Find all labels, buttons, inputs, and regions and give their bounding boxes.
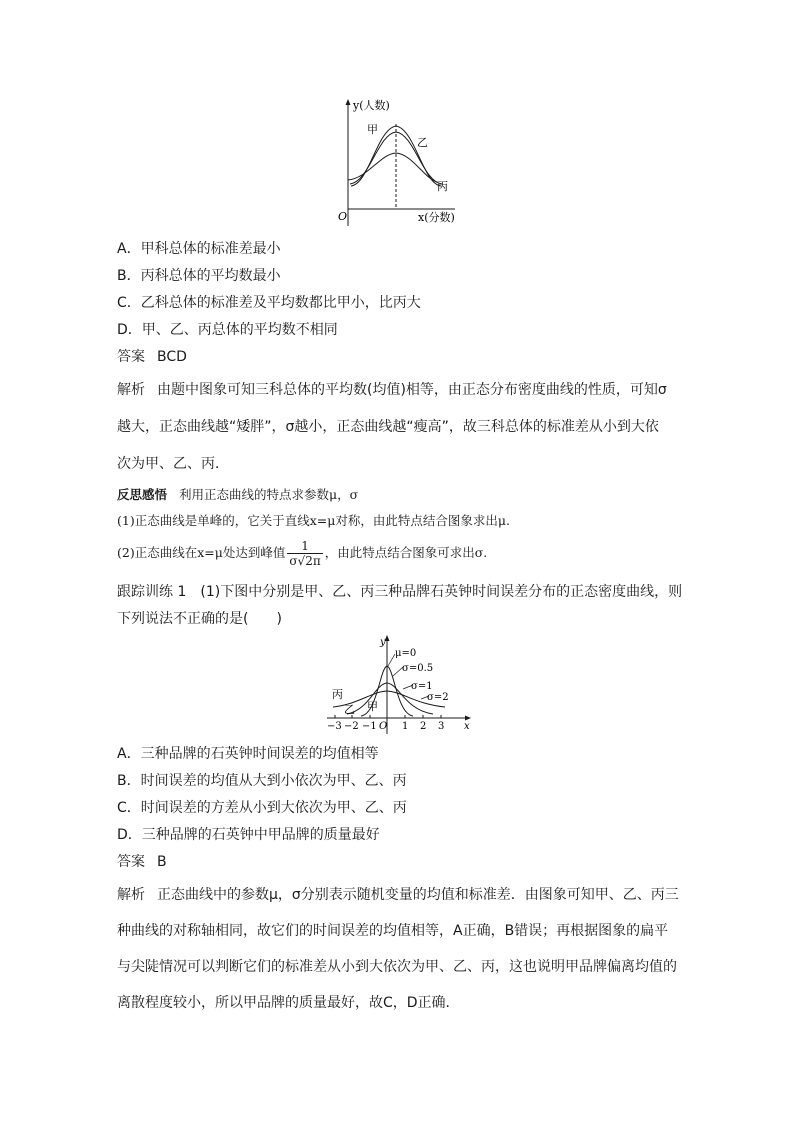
q1-option-a: A．甲科总体的标准差最小 — [117, 241, 281, 257]
reflection-title: 反思感悟 — [117, 487, 168, 502]
tick-neg2: −2 — [344, 721, 359, 732]
figure2-svg — [325, 634, 475, 734]
practice-line1: 跟踪训练 1 (1)下图中分别是甲、乙、丙三种品牌石英钟时间误差分布的正态密度曲线，则 — [117, 584, 683, 600]
label-sigma-1: σ=1 — [411, 681, 433, 692]
figure2-x-arrow — [465, 716, 471, 721]
figure2-x-label: x — [464, 721, 470, 732]
reflection-item2-suffix: ，由此特点结合图象可求出σ. — [324, 545, 488, 560]
figure1-origin: O — [338, 210, 348, 223]
reflection-subtitle: 利用正态曲线的特点求参数μ，σ — [179, 487, 359, 502]
q2-option-d: D．三种品牌的石英钟中甲品牌的质量最好 — [117, 827, 380, 843]
label-mu: μ=0 — [395, 648, 417, 659]
figure2-origin: O — [379, 721, 388, 732]
label-yi: 乙 — [344, 703, 355, 716]
q2-analysis-line3: 与尖陡情况可以判断它们的标准差从小到大依次为甲、乙、丙，这也说明甲品牌偏离均值的 — [117, 959, 677, 975]
label-jia: 甲 — [367, 700, 378, 713]
q1-option-b: B．丙科总体的平均数最小 — [117, 268, 281, 284]
reflection-item2-prefix: (2)正态曲线在x=μ处达到峰值 — [117, 545, 286, 560]
q1-analysis-tag: 解析 — [117, 382, 145, 398]
reflection-item-1: (1)正态曲线是单峰的，它关于直线x=μ对称，由此特点结合图象求出μ. — [117, 513, 510, 528]
fraction-numerator: 1 — [287, 540, 322, 554]
q1-analysis-line2: 越大，正态曲线越“矮胖”，σ越小，正态曲线越“瘦高”，故三科总体的标准差从小到大依 — [117, 419, 659, 435]
q1-option-d: D．甲、乙、丙总体的平均数不相同 — [117, 322, 338, 338]
reflection-heading — [117, 486, 358, 504]
leader-mu — [388, 654, 395, 666]
q2-analysis-tag: 解析 — [117, 887, 145, 903]
q2-option-c: C．时间误差的方差从小到大依次为甲、乙、丙 — [117, 800, 407, 816]
q1-answer-value: BCD — [157, 349, 187, 365]
peak-value-fraction — [287, 540, 322, 568]
figure1-y-label: y(人数) — [353, 99, 390, 112]
q2-analysis-line1 — [117, 886, 679, 904]
figure1-label-bing: 丙 — [437, 180, 448, 193]
figure1-x-label: x(分数) — [418, 211, 455, 224]
q1-analysis-line3: 次为甲、乙、丙． — [117, 456, 229, 472]
tick-neg3: −3 — [327, 721, 342, 732]
label-bing: 丙 — [332, 688, 343, 701]
q1-analysis-text1: 由题中图象可知三科总体的平均数(均值)相等，由正态分布密度曲线的性质，可知σ — [157, 382, 667, 398]
q2-answer-value: B — [157, 854, 167, 870]
q2-analysis-line2: 种曲线的对称轴相同，故它们的时间误差的均值相等，A正确，B错误；再根据图象的扁平 — [117, 923, 669, 939]
q1-analysis-line1 — [117, 381, 667, 399]
q2-option-a: A．三种品牌的石英钟时间误差的均值相等 — [117, 746, 379, 762]
figure1-svg — [333, 96, 468, 230]
tick-2: 2 — [420, 721, 427, 732]
reflection-item-2 — [117, 538, 487, 568]
figure2-y-label: y — [380, 637, 386, 648]
q1-answer-tag: 答案 — [117, 349, 145, 365]
practice-line2: 下列说法不正确的是( ) — [117, 611, 282, 627]
q2-answer-tag: 答案 — [117, 854, 145, 870]
figure-clock-error-distribution — [325, 634, 475, 734]
figure-score-distribution — [333, 96, 468, 230]
q2-option-b: B．时间误差的均值从大到小依次为甲、乙、丙 — [117, 773, 407, 789]
tick-3: 3 — [438, 721, 445, 732]
label-sigma-2: σ=2 — [427, 692, 449, 703]
q2-answer — [117, 853, 167, 871]
tick-neg1: −1 — [362, 721, 377, 732]
q1-answer — [117, 348, 187, 366]
q1-option-c: C．乙科总体的标准差及平均数都比甲小，比丙大 — [117, 295, 421, 311]
figure1-label-yi: 乙 — [417, 136, 428, 149]
q2-analysis-line4: 离散程度较小，所以甲品牌的质量最好，故C，D正确． — [117, 995, 460, 1011]
fraction-denominator: σ√2π — [289, 553, 321, 568]
label-sigma-05: σ=0.5 — [402, 663, 434, 674]
tick-1: 1 — [402, 721, 409, 732]
figure1-y-arrow — [346, 99, 351, 105]
figure1-label-jia: 甲 — [367, 123, 378, 136]
q2-analysis-text1: 正态曲线中的参数μ，σ分别表示随机变量的均值和标准差．由图象可知甲、乙、丙三 — [157, 887, 679, 903]
